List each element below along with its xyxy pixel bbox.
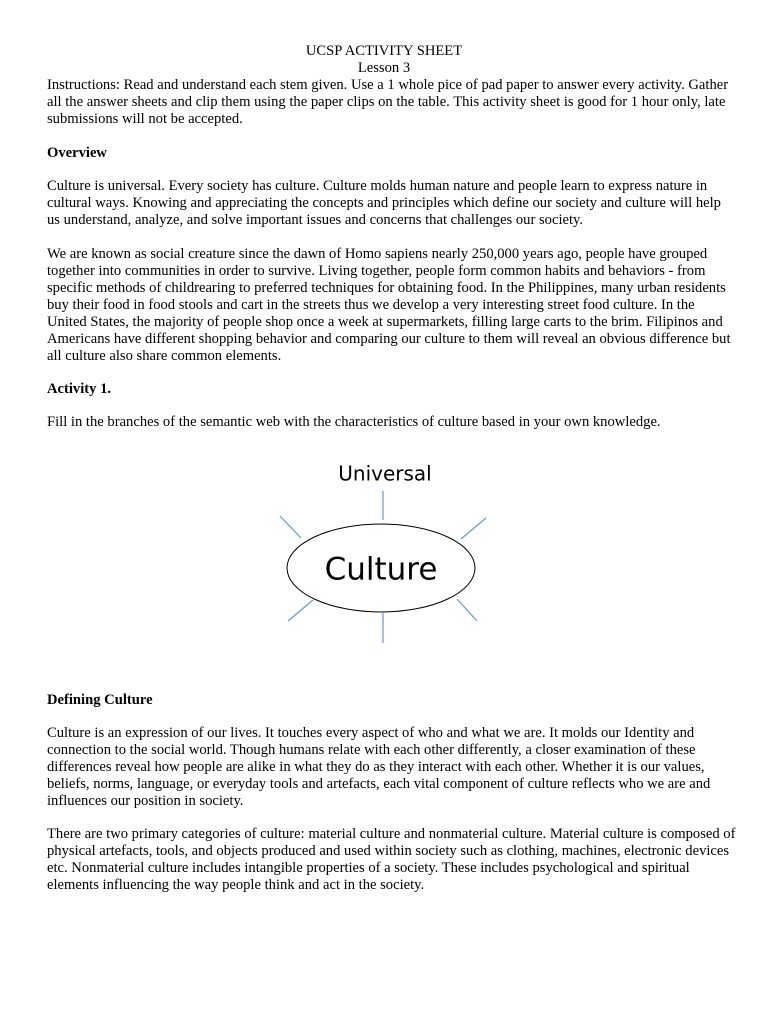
culture-center-label: Culture [324,551,438,588]
activity-1-heading: Activity 1. [47,381,112,397]
branch-line-bottom-left [288,600,313,621]
overview-paragraph-1: Culture is universal. Every society has culture. Culture molds human nature and people learn to express nature in cultural ways. Knowing and appreciating the concepts and principles which define our society and culture will help us understand, analyze, and solve important issues and concerns that challenges our society. [47,178,721,228]
semantic-web-diagram [0,450,768,660]
lesson-label: Lesson 3 [357,60,411,76]
sheet-title: UCSP ACTIVITY SHEET [305,43,463,59]
instructions-text: Instructions: Read and understand each stem given. Use a 1 whole pice of pad paper to answer every activity. Gather all the answer sheets and clip them using the paper clips on the table. This activity sheet is good for 1 hour only, late submissions will not be accepted. [47,77,729,127]
universal-branch-label: Universal [338,461,432,486]
branch-line-top-left [280,516,301,538]
branch-line-top-right [461,518,486,539]
overview-paragraph-2: We are known as social creature since the dawn of Homo sapiens nearly 250,000 years ago, people have grouped together into communities in order to survive. Living together, people form common habits and behaviors - from specific methods of childrearing to preferred techniques for obtaining food. In the Philippines, many urban residents buy their food in food stools and cart in the streets thus we develop a very interesting street food culture. In the United States, the majority of people shop once a week at supermarkets, filling large carts to the brim. Filipinos and Americans have different shopping behavior and comparing our culture to them will reveal an obvious difference but all culture also share common elements. [47,246,731,364]
branch-line-bottom-right [457,599,477,621]
defining-culture-paragraph-2: There are two primary categories of culture: material culture and nonmaterial culture. Material culture is composed of physical artefacts, tools, and objects produced and used within society such as clothing, machines, electronic devices etc. Nonmaterial culture includes intangible properties of a society. These includes psychological and spiritual elements influencing the way people think and act in the society. [47,826,736,893]
overview-heading: Overview [47,145,107,161]
defining-culture-heading: Defining Culture [47,692,153,708]
activity-1-instruction: Fill in the branches of the semantic web with the characteristics of culture based in your own knowledge. [47,414,661,430]
defining-culture-paragraph-1: Culture is an expression of our lives. It touches every aspect of who and what we are. It molds our Identity and connection to the social world. Though humans relate with each other differently, a closer examination of these differences reveal how people are alike in what they do as they interact with each other. Whether it is our values, beliefs, norms, language, or everyday tools and artefacts, each vital component of culture reflects who we are and influences our position in society. [47,725,711,809]
